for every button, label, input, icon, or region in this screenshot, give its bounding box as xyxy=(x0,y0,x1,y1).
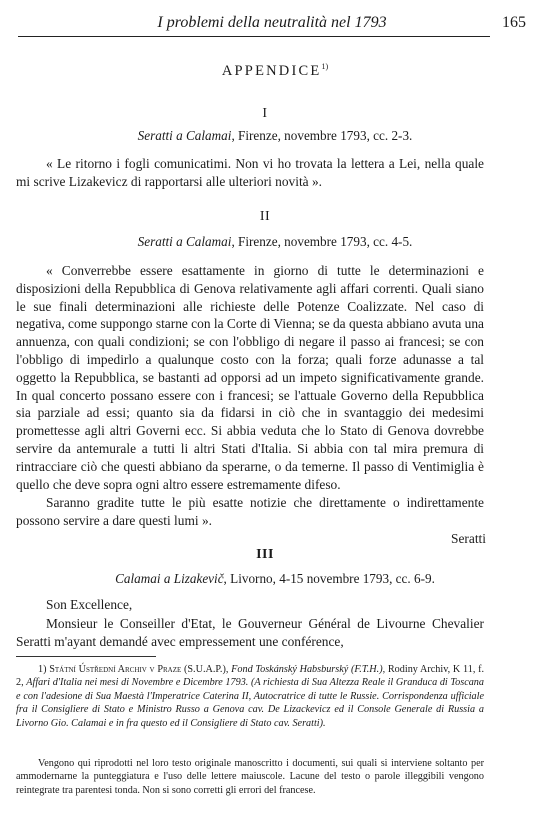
section-2-paragraph-1: « Converrebbe essere esattamente in giorno di tutte le determinazioni e disposizioni della Repubblica di Genova relativamente agli affari correnti. Quali siano le sue finali determinazioni alle richieste delle Potenze Coalizzate. Nel caso di negativa, come suppongo starne con la Corte di Vienna; se da questa abbiano avuta una annuenza, con quali condizioni; se con l'obbligo di negare il passo ai francesi; se con l'obbligo di impedirlo a qualunque costo con la forza; quali forze adunasse a tal oggetto la Repubblica, se bastanti ad opporsi ad un impeto significativamente grande. In qual concerto possano essere con i francesi; se l'attuale Governo della Repubblica sia parziale ad essi; quanto sia da fidarsi in ciò che in svantaggio dei medesimi promettesse agli altri Governi ecc. Si abbia veduta che lo Stato di Genova dovrebbe servire da antemurale a tutti li altri Stati d'Italia. Si abbia con tal mira premura di rintracciare ciò che questi abbiano da sperarne, o da temerne. Il passo di Ventimiglia è quello che deve sopra ogni altro essere estremamente difeso. xyxy=(16,263,484,492)
footnote-text: (S.U.A.P.), xyxy=(181,664,232,675)
section-caption-3 xyxy=(0,571,550,587)
section-2-paragraph-2: Saranno gradite tutte le più esatte notizie che direttamente o indirettamente possono servire a dare questi lumi ». xyxy=(16,495,484,528)
caption-details: , Livorno, 4-15 novembre 1793, cc. 6-9. xyxy=(223,571,435,586)
header-rule xyxy=(18,36,490,37)
signature: Seratti xyxy=(451,531,486,546)
section-caption-1 xyxy=(0,128,550,144)
appendix-title xyxy=(0,62,550,80)
footnote-2: Vengono qui riprodotti nel loro testo originale manoscritto i documenti, sui quali si interviene soltanto per ammodernarne la punteggiatura e l'uso delle lettere maiuscole. Lacune del testo o parole illeggibili vengono reintegrate tra parentesi tonda. Non si sono corretti gli errori del francese. xyxy=(16,758,484,796)
salutation: Son Excellence, xyxy=(46,597,133,612)
section-1-paragraph: « Le ritorno i fogli comunicatimi. Non vi ho trovata la lettera a Lei, nella quale mi scrive Lizakevicz di rapportarsi alle ulteriori novità ». xyxy=(16,156,484,189)
caption-correspondents: Calamai a Lizakevič xyxy=(115,571,224,586)
caption-correspondents: Seratti a Calamai xyxy=(137,234,232,249)
section-caption-2 xyxy=(0,234,550,250)
running-header xyxy=(18,14,526,34)
caption-correspondents: Seratti a Calamai xyxy=(137,128,232,143)
section-number-1: I xyxy=(262,106,268,121)
footnote-title: Affari d'Italia nei mesi di Novembre e Dicembre 1793. (A richiesta di Sua Altezza Reale il Granduca di Toscana e con l'adesione di Sua Maestà l'Imperatrice Caterina II, Autocratrice di tutte le Russie. Corrispondenza ufficiale fra il Consigliere di Stato e Ministro Russo a Genova cav. De Lizackevicz ed il Console Generale di Russia a Livorno Gio. Calamai e in fra questo ed il Consigliere di Stato cav. Seratti). xyxy=(16,677,484,729)
section-number-3: III xyxy=(256,547,274,562)
caption-details: , Firenze, novembre 1793, cc. 4-5. xyxy=(231,234,413,249)
page-number: 165 xyxy=(502,14,526,31)
caption-details: , Firenze, novembre 1793, cc. 2-3. xyxy=(231,128,413,143)
footnote-1 xyxy=(16,663,484,730)
footnote-rule xyxy=(16,656,156,657)
running-title: I problemi della neutralità nel 1793 xyxy=(157,14,387,31)
section-number-2: II xyxy=(259,209,271,224)
fund-name: Fond Toskánský Habsburský (F.T.H.), xyxy=(231,664,386,675)
footnote-mark: 1) xyxy=(321,62,329,71)
footnote-mark: 1) xyxy=(38,664,47,675)
section-3-paragraph: Monsieur le Conseiller d'Etat, le Gouverneur Général de Livourne Chevalier Seratti m'ayant demandé avec empressement une conférence, xyxy=(16,616,484,649)
archive-name: Státní Ústřední Archiv v Praze xyxy=(49,664,182,675)
appendix-title-text: APPENDICE xyxy=(221,62,322,79)
footnote-text: Rodiny Archiv, K 11, f. 2, xyxy=(16,664,485,689)
